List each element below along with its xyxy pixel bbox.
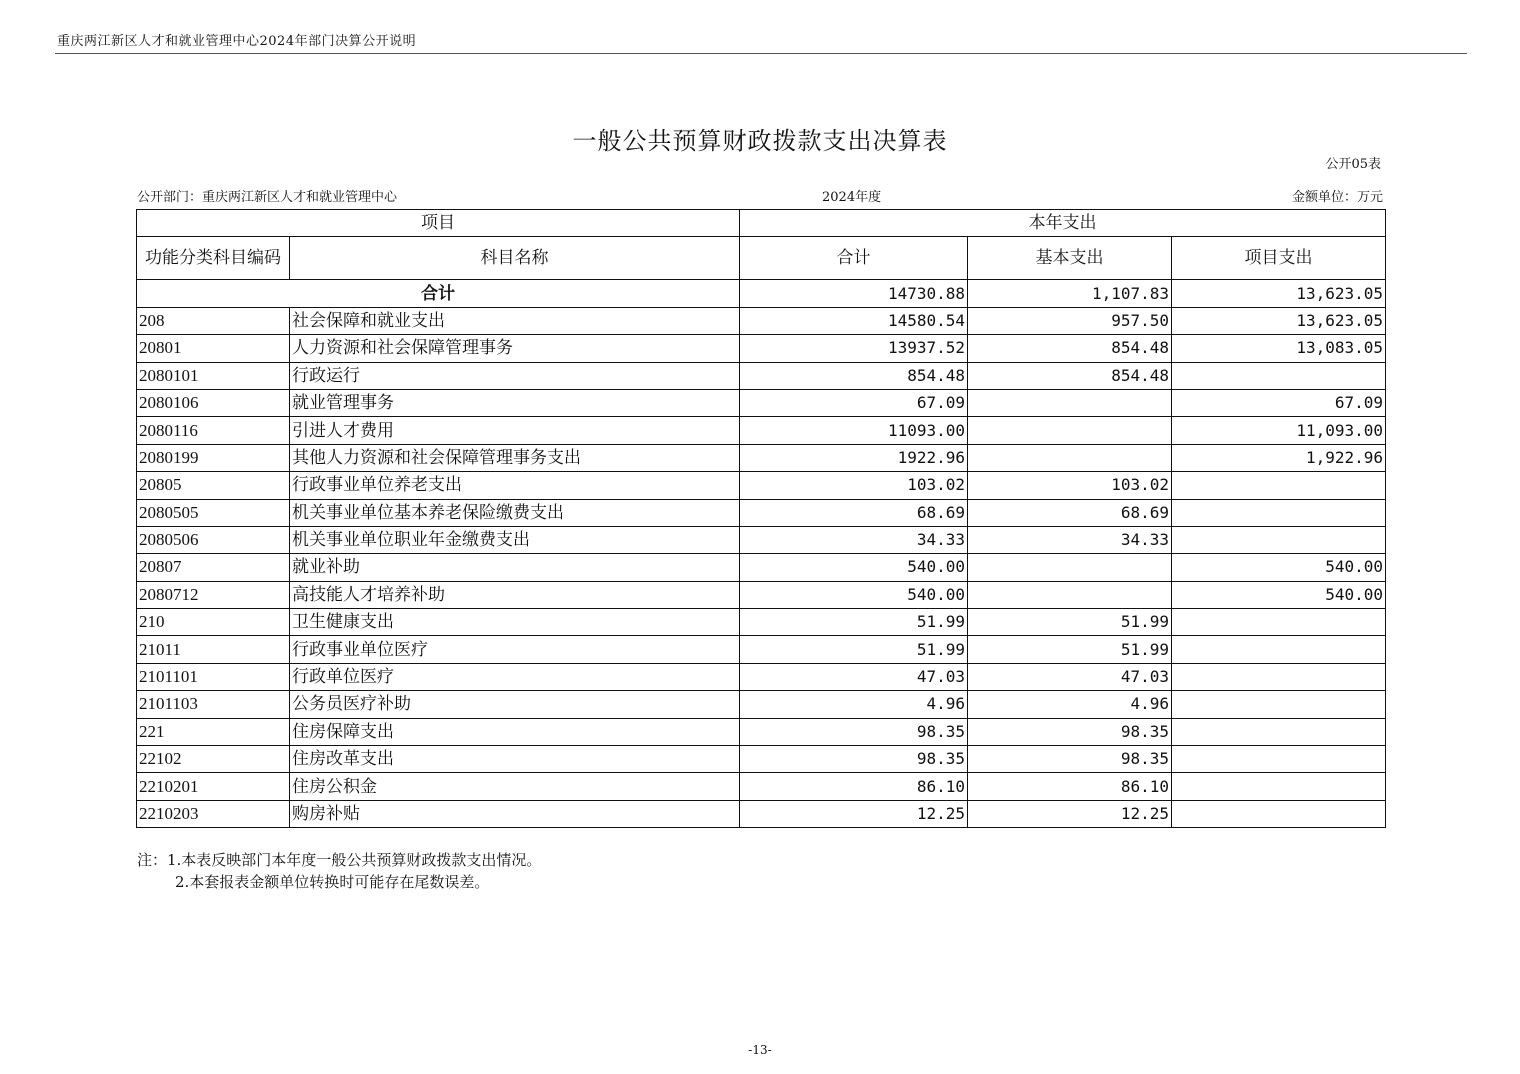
document-title: 一般公共预算财政拨款支出决算表 — [572, 127, 948, 155]
row-total: 34.33 — [740, 526, 968, 553]
row-total: 98.35 — [740, 718, 968, 745]
row-project: 13,083.05 — [1172, 335, 1386, 362]
row-project: 1,922.96 — [1172, 444, 1386, 471]
row-project — [1172, 609, 1386, 636]
row-project — [1172, 800, 1386, 827]
row-project — [1172, 663, 1386, 690]
total-amount: 14730.88 — [740, 280, 968, 307]
row-total: 103.02 — [740, 472, 968, 499]
department-label: 公开部门：重庆两江新区人才和就业管理中心 — [137, 190, 398, 205]
row-basic: 68.69 — [968, 499, 1172, 526]
table-row — [137, 499, 1386, 526]
row-basic: 47.03 — [968, 663, 1172, 690]
row-name: 社会保障和就业支出 — [290, 307, 740, 334]
row-total: 540.00 — [740, 581, 968, 608]
row-basic: 12.25 — [968, 800, 1172, 827]
row-total: 540.00 — [740, 554, 968, 581]
row-basic: 51.99 — [968, 636, 1172, 663]
column-header-project: 项目支出 — [1172, 237, 1386, 280]
row-name: 就业管理事务 — [290, 389, 740, 416]
row-total: 86.10 — [740, 773, 968, 800]
row-name: 就业补助 — [290, 554, 740, 581]
row-total: 854.48 — [740, 362, 968, 389]
row-total: 51.99 — [740, 609, 968, 636]
row-basic: 51.99 — [968, 609, 1172, 636]
row-name: 行政事业单位养老支出 — [290, 472, 740, 499]
table-row — [137, 773, 1386, 800]
row-project — [1172, 526, 1386, 553]
amount-unit: 金额单位：万元 — [1291, 190, 1383, 205]
table-meta — [137, 186, 1383, 204]
row-total: 1922.96 — [740, 444, 968, 471]
row-basic: 854.48 — [968, 335, 1172, 362]
table-row — [137, 472, 1386, 499]
row-project: 11,093.00 — [1172, 417, 1386, 444]
table-number: 公开05表 — [1325, 157, 1381, 172]
total-row — [137, 280, 1386, 307]
row-project — [1172, 636, 1386, 663]
row-code: 2080199 — [137, 444, 290, 471]
row-code: 20801 — [137, 335, 290, 362]
note-1: 注：1.本表反映部门本年度一般公共预算财政拨款支出情况。 — [137, 851, 542, 869]
column-header-row — [137, 237, 1386, 280]
row-basic: 86.10 — [968, 773, 1172, 800]
row-code: 21011 — [137, 636, 290, 663]
row-total: 98.35 — [740, 746, 968, 773]
row-basic — [968, 389, 1172, 416]
column-header-total: 合计 — [740, 237, 968, 280]
note-2: 2.本套报表金额单位转换时可能存在尾数误差。 — [175, 873, 490, 891]
row-project — [1172, 691, 1386, 718]
row-basic: 98.35 — [968, 718, 1172, 745]
row-code: 2210201 — [137, 773, 290, 800]
row-total: 13937.52 — [740, 335, 968, 362]
table-row — [137, 663, 1386, 690]
row-total: 47.03 — [740, 663, 968, 690]
table-row — [137, 362, 1386, 389]
table-row — [137, 307, 1386, 334]
total-project: 13,623.05 — [1172, 280, 1386, 307]
table-row — [137, 800, 1386, 827]
page-number: -13- — [748, 1043, 772, 1057]
row-total: 67.09 — [740, 389, 968, 416]
row-name: 行政事业单位医疗 — [290, 636, 740, 663]
row-name: 住房改革支出 — [290, 746, 740, 773]
row-total: 4.96 — [740, 691, 968, 718]
row-code: 20805 — [137, 472, 290, 499]
column-header-code: 功能分类科目编码 — [137, 237, 290, 280]
column-header-basic: 基本支出 — [968, 237, 1172, 280]
row-total: 68.69 — [740, 499, 968, 526]
row-basic: 98.35 — [968, 746, 1172, 773]
table-row — [137, 335, 1386, 362]
row-project — [1172, 718, 1386, 745]
row-code: 20807 — [137, 554, 290, 581]
row-code: 2080506 — [137, 526, 290, 553]
row-project — [1172, 362, 1386, 389]
row-code: 208 — [137, 307, 290, 334]
row-project — [1172, 746, 1386, 773]
row-project — [1172, 773, 1386, 800]
row-basic: 34.33 — [968, 526, 1172, 553]
table-row — [137, 609, 1386, 636]
row-basic: 957.50 — [968, 307, 1172, 334]
table-row — [137, 526, 1386, 553]
row-name: 机关事业单位基本养老保险缴费支出 — [290, 499, 740, 526]
row-name: 卫生健康支出 — [290, 609, 740, 636]
row-name: 其他人力资源和社会保障管理事务支出 — [290, 444, 740, 471]
row-code: 2210203 — [137, 800, 290, 827]
row-total: 51.99 — [740, 636, 968, 663]
row-code: 210 — [137, 609, 290, 636]
table-row — [137, 417, 1386, 444]
row-name: 引进人才费用 — [290, 417, 740, 444]
column-header-name: 科目名称 — [290, 237, 740, 280]
row-basic — [968, 417, 1172, 444]
row-code: 2101101 — [137, 663, 290, 690]
row-code: 2080712 — [137, 581, 290, 608]
running-header: 重庆两江新区人才和就业管理中心2024年部门决算公开说明 — [57, 34, 417, 49]
row-basic: 103.02 — [968, 472, 1172, 499]
row-project — [1172, 472, 1386, 499]
row-name: 人力资源和社会保障管理事务 — [290, 335, 740, 362]
row-code: 22102 — [137, 746, 290, 773]
row-project: 540.00 — [1172, 581, 1386, 608]
table-row — [137, 746, 1386, 773]
row-basic — [968, 581, 1172, 608]
row-name: 机关事业单位职业年金缴费支出 — [290, 526, 740, 553]
table-row — [137, 389, 1386, 416]
total-label: 合计 — [137, 280, 740, 307]
row-name: 住房公积金 — [290, 773, 740, 800]
row-name: 高技能人才培养补助 — [290, 581, 740, 608]
table-row — [137, 444, 1386, 471]
table-row — [137, 581, 1386, 608]
row-code: 2080116 — [137, 417, 290, 444]
row-total: 11093.00 — [740, 417, 968, 444]
row-name: 行政运行 — [290, 362, 740, 389]
row-name: 公务员医疗补助 — [290, 691, 740, 718]
header-rule — [55, 53, 1467, 54]
row-total: 14580.54 — [740, 307, 968, 334]
row-code: 2080101 — [137, 362, 290, 389]
expenditure-table — [136, 209, 1386, 828]
table-row — [137, 636, 1386, 663]
row-total: 12.25 — [740, 800, 968, 827]
fiscal-year: 2024年度 — [822, 190, 882, 205]
row-project: 67.09 — [1172, 389, 1386, 416]
row-basic — [968, 444, 1172, 471]
row-project: 540.00 — [1172, 554, 1386, 581]
row-code: 2101103 — [137, 691, 290, 718]
table-row — [137, 554, 1386, 581]
row-basic: 4.96 — [968, 691, 1172, 718]
row-name: 住房保障支出 — [290, 718, 740, 745]
row-name: 购房补贴 — [290, 800, 740, 827]
row-basic: 854.48 — [968, 362, 1172, 389]
row-code: 2080106 — [137, 389, 290, 416]
row-name: 行政单位医疗 — [290, 663, 740, 690]
row-code: 2080505 — [137, 499, 290, 526]
row-project: 13,623.05 — [1172, 307, 1386, 334]
table-row — [137, 718, 1386, 745]
row-code: 221 — [137, 718, 290, 745]
table-row — [137, 691, 1386, 718]
row-project — [1172, 499, 1386, 526]
group-header-current-year: 本年支出 — [740, 210, 1386, 237]
group-header-item: 项目 — [137, 210, 740, 237]
row-basic — [968, 554, 1172, 581]
group-header-row — [137, 210, 1386, 237]
total-basic: 1,107.83 — [968, 280, 1172, 307]
